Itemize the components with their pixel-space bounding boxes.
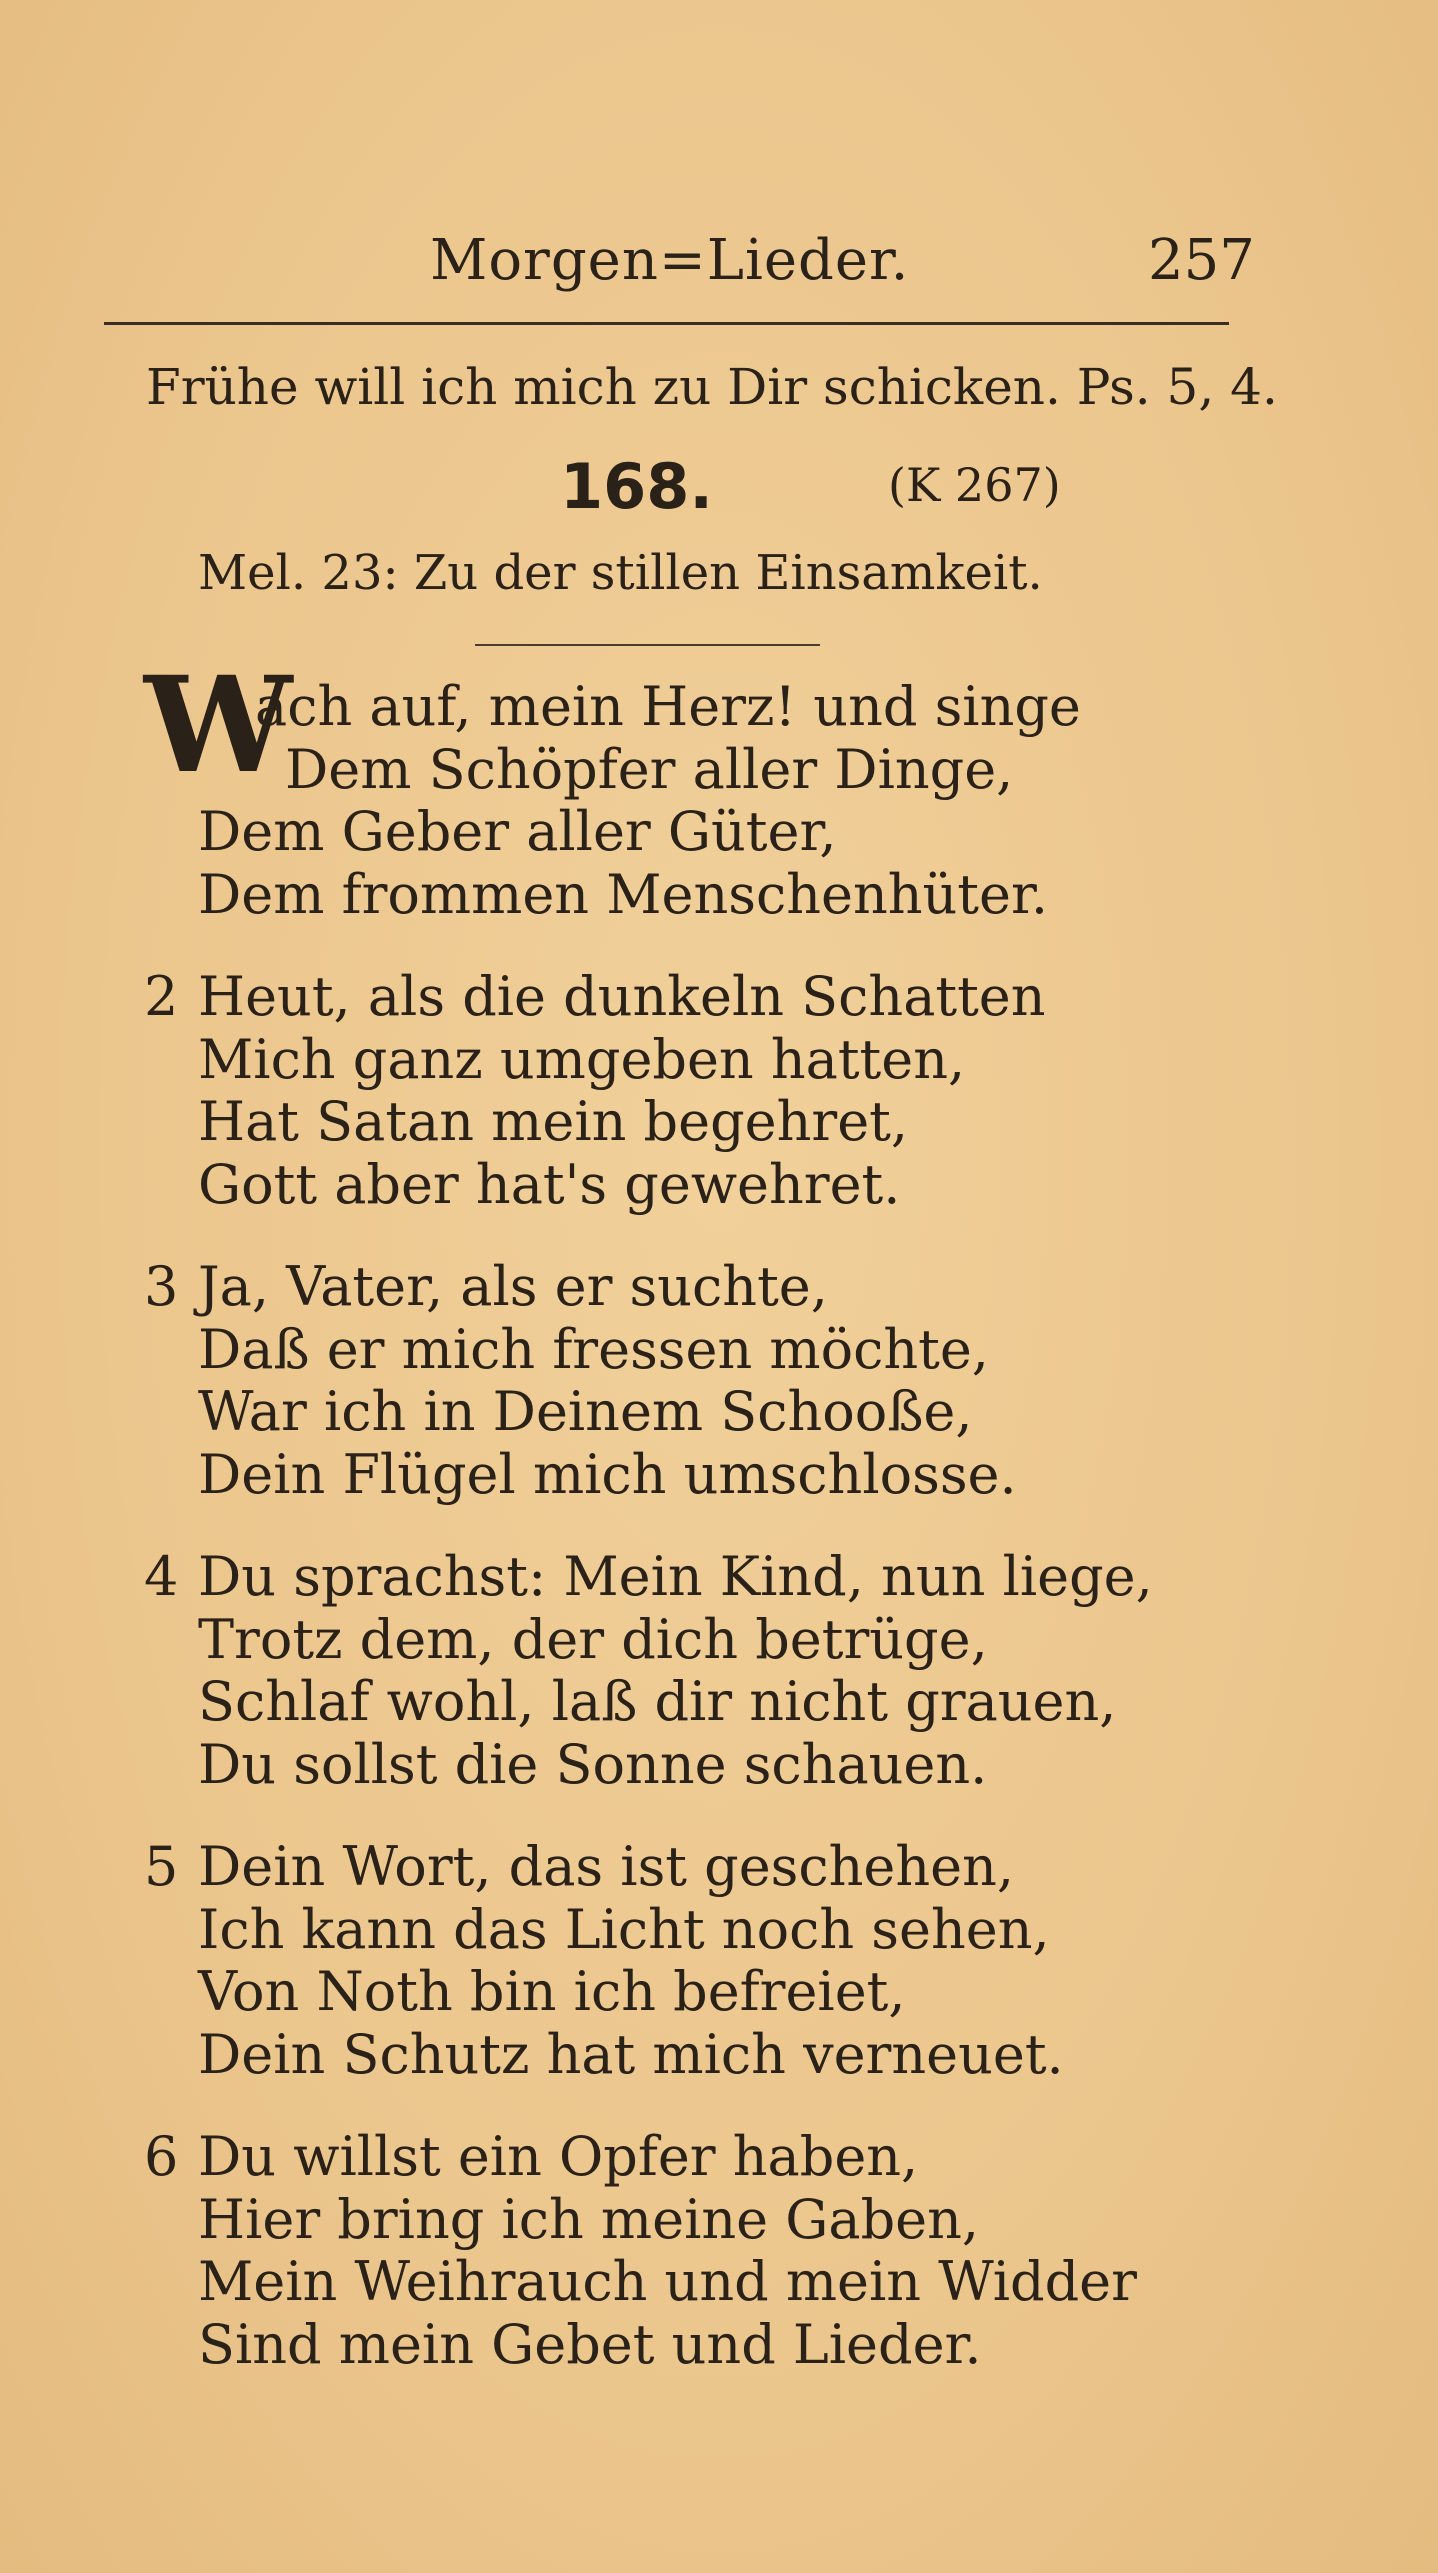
verse-6-line-3: Mein Weihrauch und mein Widder — [198, 2250, 1137, 2313]
running-title: Morgen=Lieder. — [430, 228, 910, 293]
verse-2-line-4: Gott aber hat's gewehret. — [198, 1153, 901, 1216]
verse-4-number: 4 — [144, 1545, 179, 1608]
section-rule — [475, 644, 820, 646]
verse-3-line-4: Dein Flügel mich umschlosse. — [198, 1443, 1017, 1506]
verse-1-line-4: Dem frommen Menschenhüter. — [198, 863, 1048, 926]
verse-6-number: 6 — [144, 2125, 179, 2188]
verse-5-line-3: Von Noth bin ich befreiet, — [198, 1960, 906, 2023]
page-number: 257 — [1148, 228, 1255, 293]
verse-4-line-3: Schlaf wohl, laß dir nicht grauen, — [198, 1670, 1117, 1733]
verse-1-line-3: Dem Geber aller Güter, — [198, 800, 837, 863]
drop-cap: W — [144, 648, 293, 803]
verse-2-number: 2 — [144, 965, 179, 1028]
melody-line: Mel. 23: Zu der stillen Einsamkeit. — [198, 545, 1043, 601]
hymn-number: 168. — [560, 450, 713, 523]
verse-5-line-2: Ich kann das Licht noch sehen, — [198, 1898, 1050, 1961]
verse-2-line-1: Heut, als die dunkeln Schatten — [198, 965, 1046, 1028]
verse-4-line-2: Trotz dem, der dich betrüge, — [198, 1608, 988, 1671]
verse-5-line-4: Dein Schutz hat mich verneuet. — [198, 2023, 1064, 2086]
verse-2-line-3: Hat Satan mein begehret, — [198, 1090, 909, 1153]
verse-6-line-1: Du willst ein Opfer haben, — [198, 2125, 919, 2188]
hymn-reference: (K 267) — [888, 458, 1061, 512]
verse-4-line-1: Du sprachst: Mein Kind, nun liege, — [198, 1545, 1153, 1608]
verse-5-line-1: Dein Wort, das ist geschehen, — [198, 1835, 1015, 1898]
verse-3-line-2: Daß er mich fressen möchte, — [198, 1318, 989, 1381]
verse-1-line-1: ach auf, mein Herz! und singe — [255, 675, 1081, 738]
verse-1-line-2: Dem Schöpfer aller Dinge, — [285, 738, 1014, 801]
epigraph: Frühe will ich mich zu Dir schicken. Ps. 5, 4. — [146, 358, 1278, 416]
header-rule — [104, 322, 1229, 325]
verse-6-line-4: Sind mein Gebet und Lieder. — [198, 2313, 982, 2376]
verse-5-number: 5 — [144, 1835, 179, 1898]
verse-3-number: 3 — [144, 1255, 179, 1318]
verse-3-line-3: War ich in Deinem Schooße, — [198, 1380, 973, 1443]
verse-2-line-2: Mich ganz umgeben hatten, — [198, 1028, 966, 1091]
verse-3-line-1: Ja, Vater, als er suchte, — [198, 1255, 828, 1318]
verse-4-line-4: Du sollst die Sonne schauen. — [198, 1733, 988, 1796]
verse-6-line-2: Hier bring ich meine Gaben, — [198, 2188, 980, 2251]
page-header — [0, 220, 1438, 300]
